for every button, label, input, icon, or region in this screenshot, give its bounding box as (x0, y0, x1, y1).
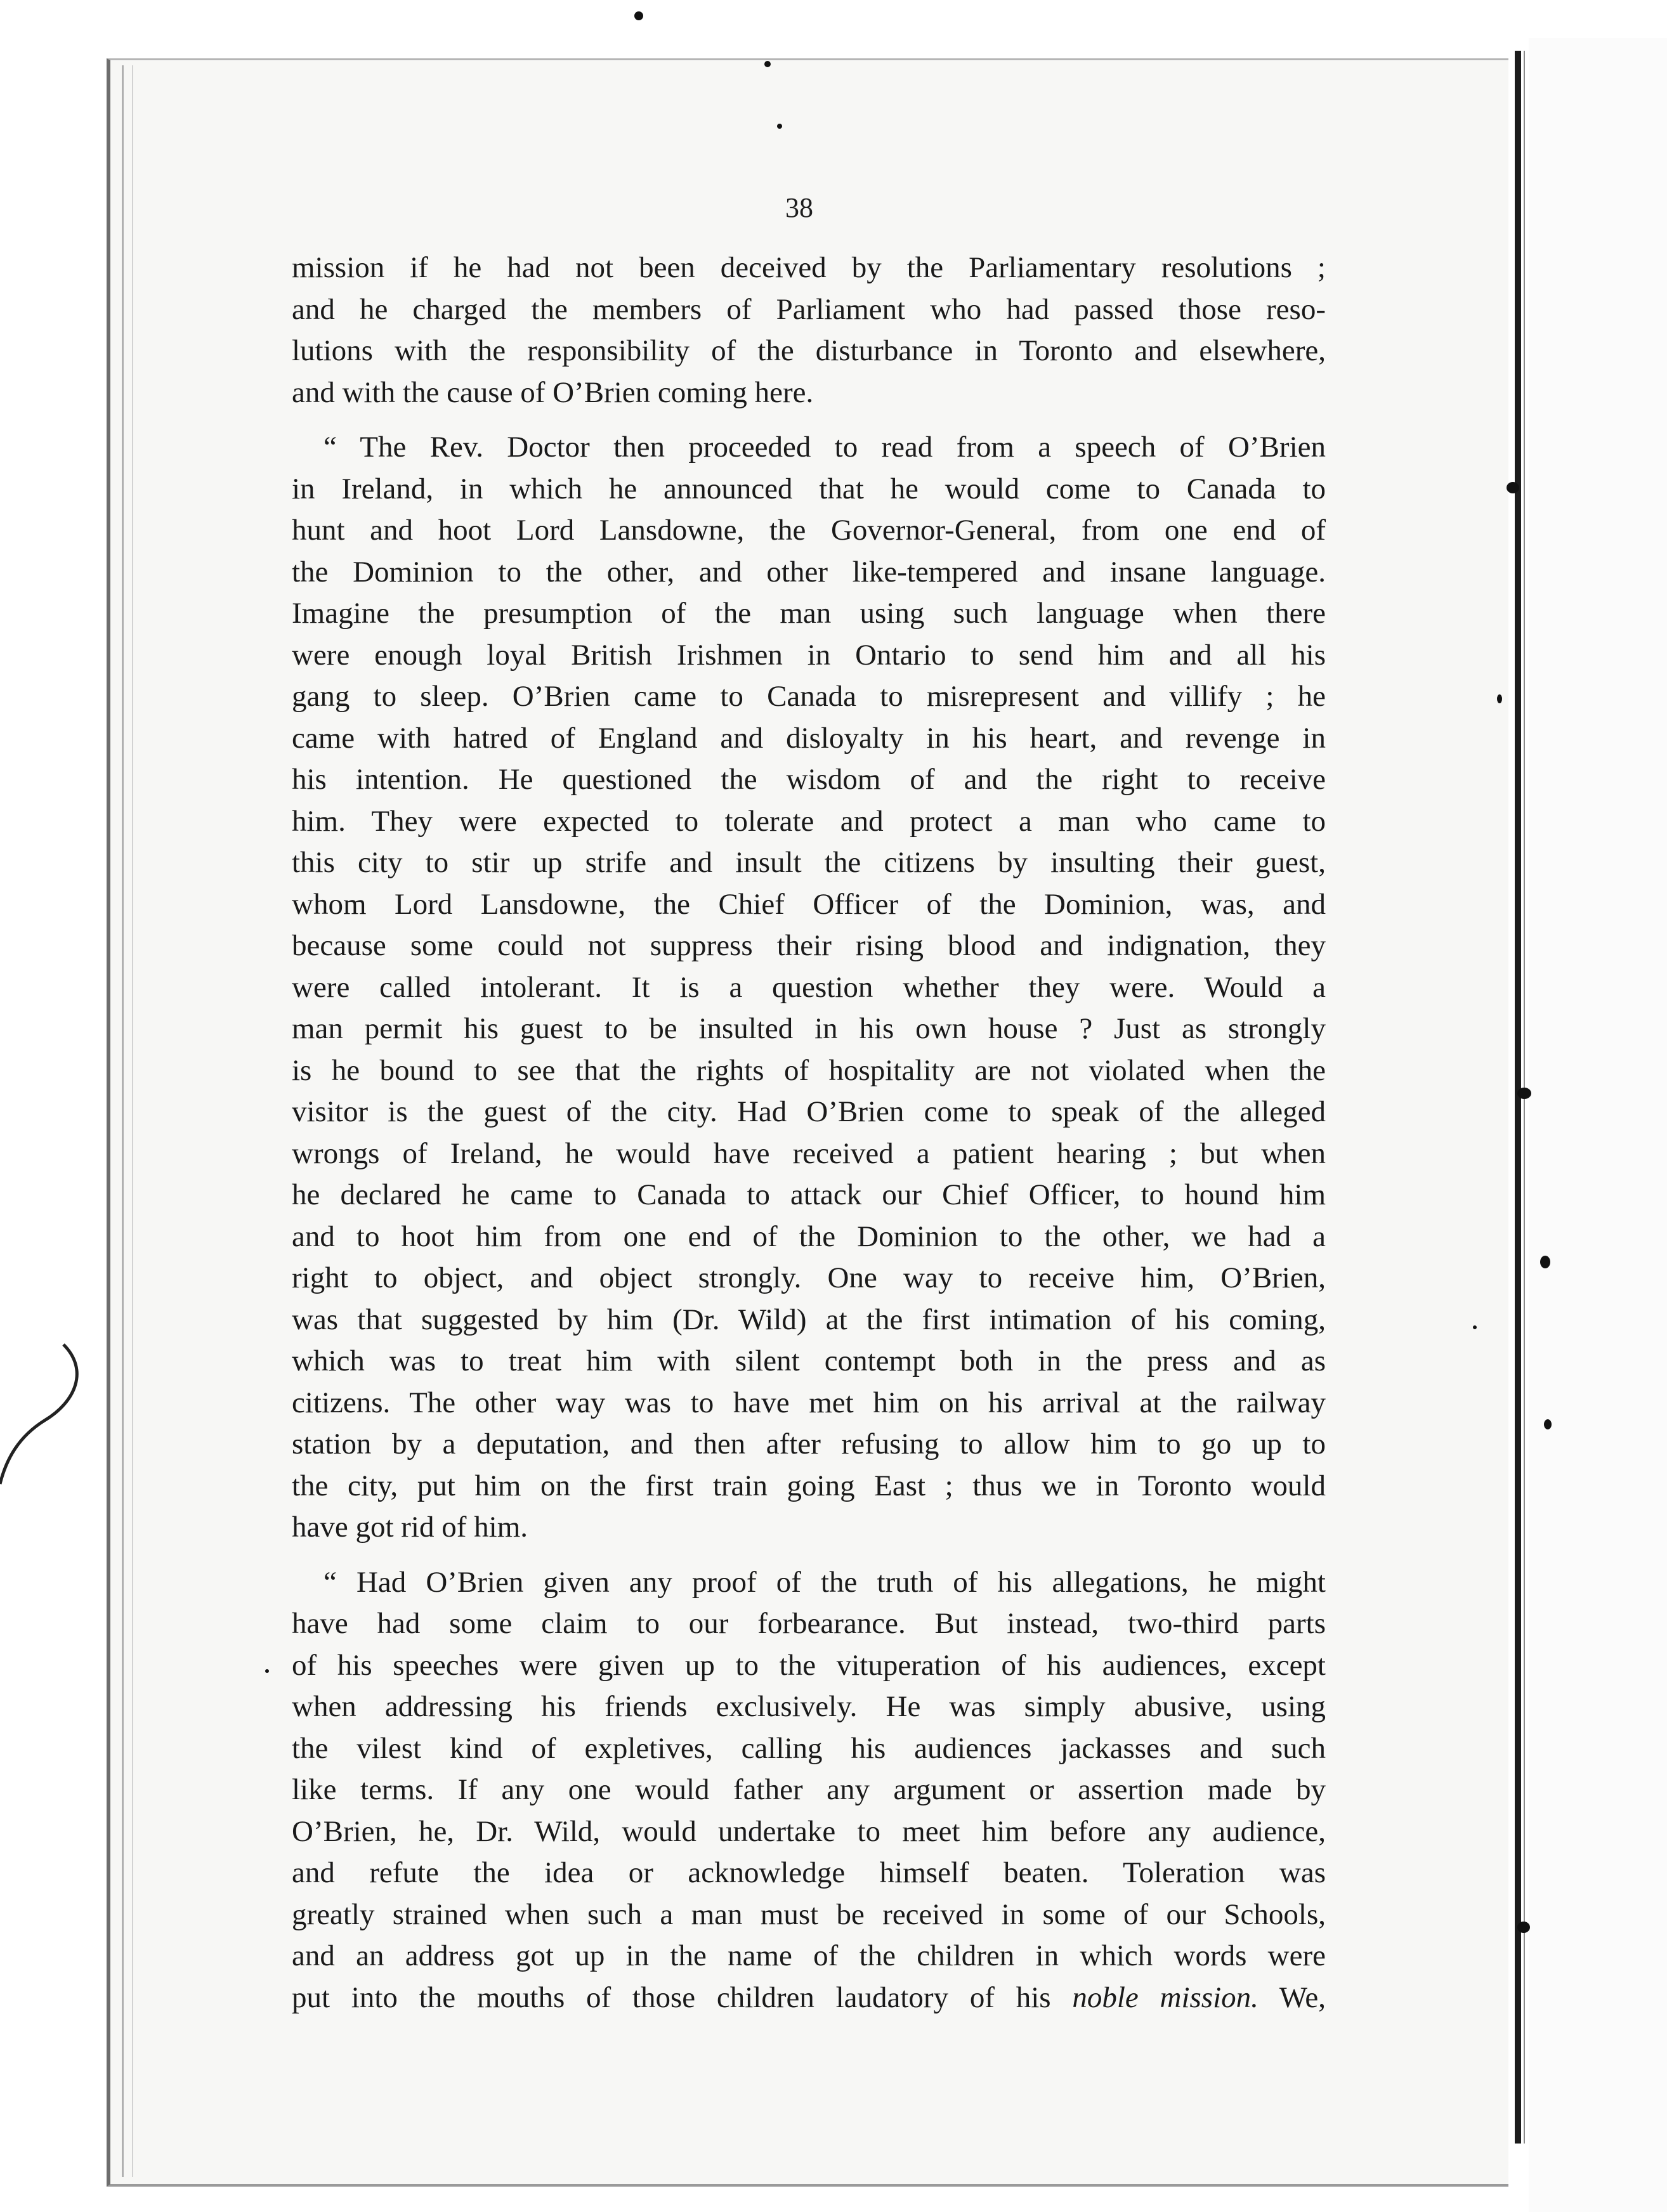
text-line: because some could not suppress their rising blood and indignation, they (292, 929, 1326, 962)
page-binding-edge (122, 65, 124, 2177)
text-line: wrongs of Ireland, he would have received a patient hearing ; but when (292, 1136, 1326, 1170)
text-run: put into the mouths of those children laudatory of his (292, 1981, 1073, 2014)
text-line: this city to stir up strife and insult the citizens by insulting their guest, (292, 846, 1326, 879)
text-line: is he bound to see that the rights of hospitality are not violated when the (292, 1053, 1326, 1087)
scan-speck (1507, 482, 1519, 493)
text-line: gang to sleep. O’Brien came to Canada to misrepresent and villify ; he (292, 680, 1326, 713)
text-line: Imagine the presumption of the man using such language when there (292, 597, 1326, 630)
text-line: mission if he had not been deceived by the Parliamentary resolutions ; (292, 251, 1326, 284)
text-line: and refute the idea or acknowledge himself beaten. Toleration was (292, 1856, 1326, 1889)
text-run: We, (1258, 1981, 1326, 2014)
text-line: whom Lord Lansdowne, the Chief Officer of the Dominion, was, and (292, 887, 1326, 921)
page-curl-mark (0, 1332, 89, 1497)
text-line: hunt and hoot Lord Lansdowne, the Governor-General, from one end of (292, 514, 1326, 547)
paragraph-2 (292, 427, 1326, 1549)
scan-speck (1517, 1088, 1531, 1099)
text-line: have had some claim to our forbearance. But instead, two-third parts (292, 1607, 1326, 1640)
text-line: his intention. He questioned the wisdom of and the right to receive (292, 763, 1326, 796)
italic-phrase: noble mission. (1072, 1981, 1258, 2014)
text-line: and with the cause of O’Brien coming here. (292, 375, 814, 409)
text-line: came with hatred of England and disloyalty in his heart, and revenge in (292, 721, 1326, 755)
text-line: the city, put him on the first train going East ; thus we in Toronto would (292, 1469, 1326, 1502)
scan-speck (1473, 1325, 1477, 1329)
text-line: O’Brien, he, Dr. Wild, would undertake to meet him before any audience, (292, 1814, 1326, 1848)
text-line: and to hoot him from one end of the Dominion to the other, we had a (292, 1220, 1326, 1253)
text-line: was that suggested by him (Dr. Wild) at the first intimation of his coming, (292, 1303, 1326, 1336)
scan-speck (634, 11, 643, 20)
text-line: of his speeches were given up to the vituperation of his audiences, except (292, 1648, 1326, 1682)
text-line: him. They were expected to tolerate and protect a man who came to (292, 804, 1326, 838)
text-line: and an address got up in the name of the children in which words were (292, 1939, 1326, 1972)
text-line: the vilest kind of expletives, calling his audiences jackasses and such (292, 1731, 1326, 1765)
text-line: the Dominion to the other, and other like-tempered and insane language. (292, 555, 1326, 589)
page-binding-edge-inner (132, 65, 133, 2177)
text-line: in Ireland, in which he announced that he would come to Canada to (292, 472, 1326, 505)
scan-speck (1544, 1419, 1552, 1429)
page-number: 38 (785, 192, 813, 223)
text-line: citizens. The other way was to have met him on his arrival at the railway (292, 1386, 1326, 1419)
scan-speck (1497, 694, 1502, 703)
text-line: which was to treat him with silent contempt both in the press and as (292, 1344, 1326, 1377)
text-line: “ The Rev. Doctor then proceeded to read from a speech of O’Brien (324, 431, 1326, 464)
scan-speck (1540, 1256, 1550, 1268)
text-line: were enough loyal British Irishmen in Ontario to send him and all his (292, 638, 1326, 672)
text-line: when addressing his friends exclusively. He was simply abusive, using (292, 1690, 1326, 1723)
scan-speck (764, 61, 771, 67)
scan-speck (265, 1669, 269, 1673)
body-text (292, 247, 1326, 2019)
paragraph-1 (292, 247, 1326, 413)
text-line: he declared he came to Canada to attack our Chief Officer, to hound him (292, 1178, 1326, 1211)
text-line: were called intolerant. It is a question whether they were. Would a (292, 970, 1326, 1004)
text-line: and he charged the members of Parliament who had passed those reso- (292, 292, 1326, 326)
text-line: station by a deputation, and then after refusing to allow him to go up to (292, 1428, 1326, 1461)
text-line: visitor is the guest of the city. Had O’Brien come to speak of the alleged (292, 1095, 1326, 1128)
text-line: greatly strained when such a man must be received in some of our Schools, (292, 1897, 1326, 1931)
text-line: lutions with the responsibility of the disturbance in Toronto and elsewhere, (292, 334, 1326, 367)
text-line: like terms. If any one would father any argument or assertion made by (292, 1773, 1326, 1806)
text-line: “ Had O’Brien given any proof of the truth of his allegations, he might (324, 1565, 1326, 1599)
text-line: right to object, and object strongly. One way to receive him, O’Brien, (292, 1261, 1326, 1294)
text-line-final (292, 1977, 1326, 2019)
adjacent-page-edge (1529, 38, 1667, 2212)
text-line: have got rid of him. (292, 1511, 528, 1544)
text-line: man permit his guest to be insulted in his own house ? Just as strongly (292, 1012, 1326, 1045)
scan-speck (1517, 1922, 1530, 1933)
scan-speck (777, 124, 782, 129)
paragraph-3 (292, 1562, 1326, 2019)
